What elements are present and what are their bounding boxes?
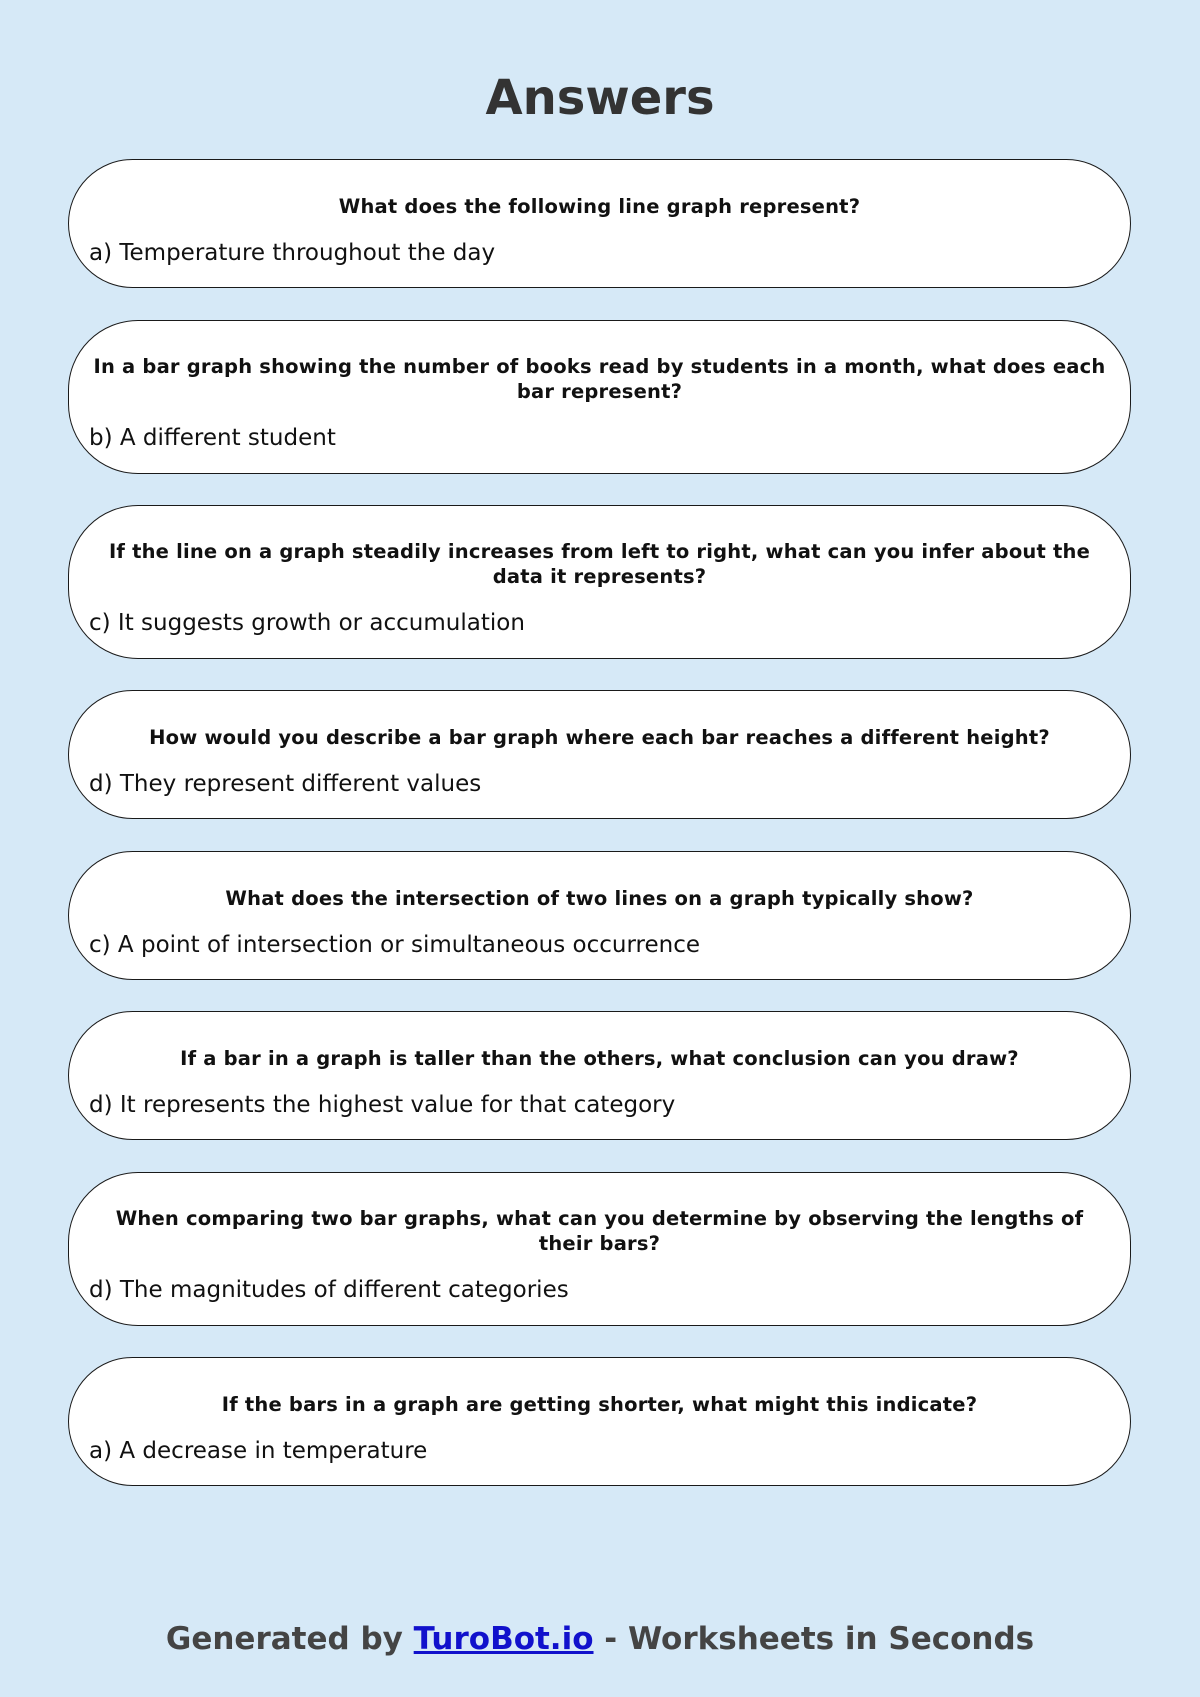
answer-card-1	[68, 159, 1131, 288]
answer-card-6	[68, 1011, 1131, 1140]
answer-text: c) It suggests growth or accumulation	[89, 610, 525, 636]
answer-text: a) Temperature throughout the day	[89, 240, 496, 266]
question-text: What does the intersection of two lines on a graph typically show?	[225, 887, 974, 910]
question-text: If the bars in a graph are getting shorter, what might this indicate?	[221, 1393, 978, 1416]
question-text: In a bar graph showing the number of books read by students in a month, what does each bar represent?	[93, 355, 1106, 403]
answer-text: d) The magnitudes of different categories	[89, 1277, 569, 1303]
question-text: If a bar in a graph is taller than the others, what conclusion can you draw?	[180, 1047, 1019, 1070]
page-title: Answers	[485, 70, 715, 126]
question-text: What does the following line graph represent?	[338, 195, 861, 218]
turobot-link[interactable]: TuroBot.io	[413, 1621, 594, 1657]
footer	[0, 1620, 1200, 1658]
answer-card-3	[68, 505, 1131, 659]
question-text: How would you describe a bar graph where each bar reaches a different height?	[149, 726, 1050, 749]
question-text: When comparing two bar graphs, what can you determine by observing the lengths of their bars?	[115, 1207, 1084, 1255]
answer-text: c) A point of intersection or simultaneous occurrence	[89, 932, 700, 958]
answer-card-2	[68, 320, 1131, 474]
answer-card-7	[68, 1172, 1131, 1326]
question-text: If the line on a graph steadily increases from left to right, what can you infer about the data it represents?	[108, 540, 1091, 588]
answer-card-5	[68, 851, 1131, 980]
footer-prefix: Generated by	[165, 1621, 414, 1657]
answer-card-4	[68, 690, 1131, 819]
answer-text: b) A different student	[89, 425, 336, 451]
answer-text: d) It represents the highest value for that category	[89, 1092, 676, 1118]
answer-card-8	[68, 1357, 1131, 1486]
footer-suffix: - Worksheets in Seconds	[593, 1621, 1035, 1657]
answer-text: d) They represent different values	[89, 771, 482, 797]
answer-text: a) A decrease in temperature	[89, 1438, 428, 1464]
